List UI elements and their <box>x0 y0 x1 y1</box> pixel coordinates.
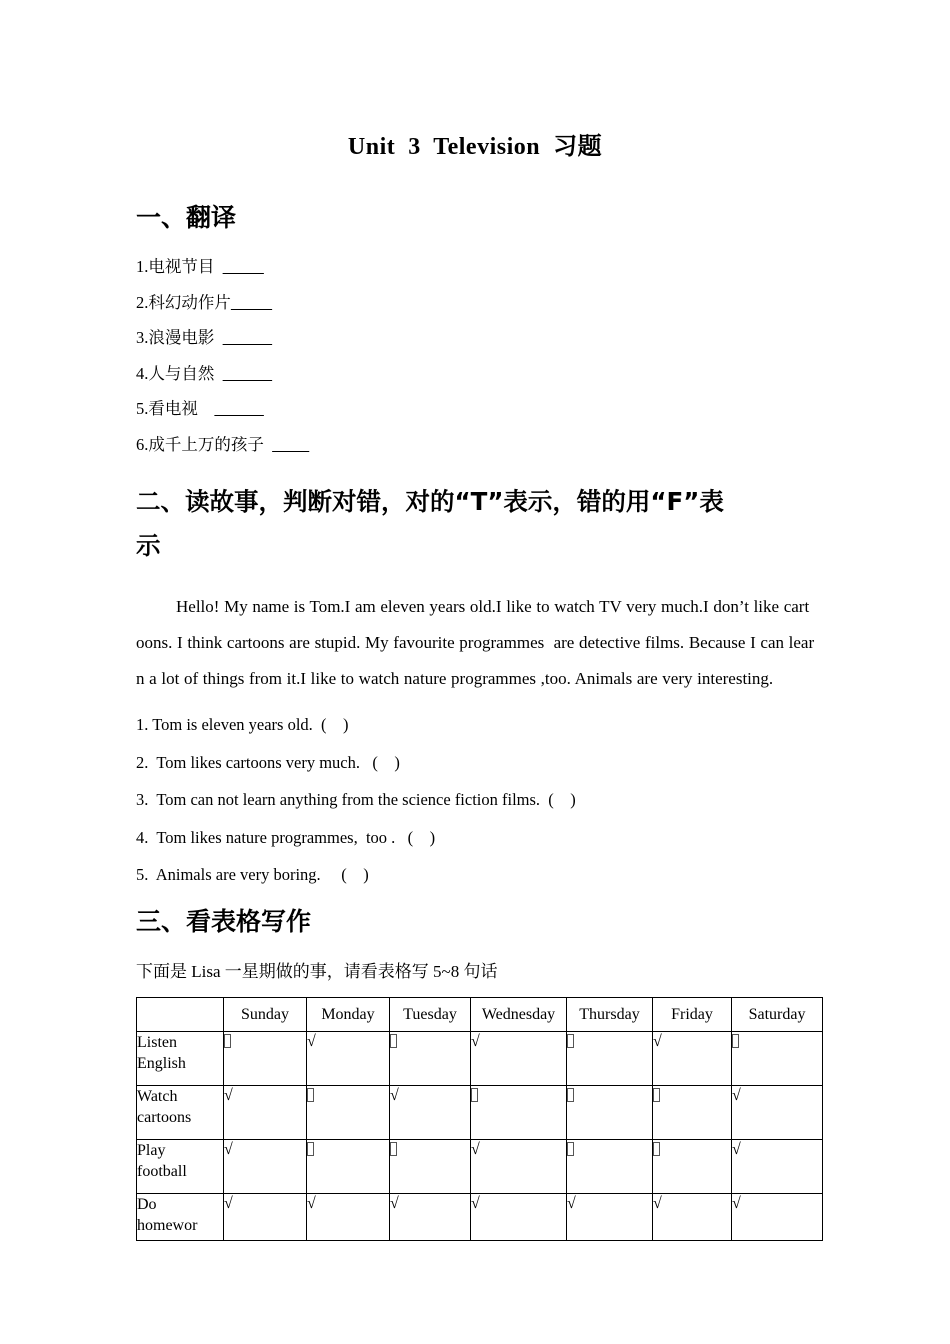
cell-listen-english-friday[interactable] <box>653 1032 732 1086</box>
page-title: Unit 3 Television 习题 <box>347 134 603 160</box>
answer-blank[interactable] <box>231 293 272 312</box>
table-row <box>137 1086 823 1140</box>
check-icon: √ <box>390 1087 399 1105</box>
missing-glyph-box-icon <box>567 1142 574 1156</box>
row-label-line-2: English <box>137 1055 186 1073</box>
check-icon: √ <box>653 1033 662 1051</box>
list-item[interactable]: 1. Tom is eleven years old. ( ) <box>136 715 349 735</box>
cell-play-football-sunday[interactable] <box>224 1140 307 1194</box>
missing-glyph-box-icon <box>567 1034 574 1048</box>
section-2-heading-line-1: 二、读故事，判断对错，对的“T”表示，错的用“F”表 <box>136 487 724 517</box>
story-line: Hello! My name is Tom.I am eleven years old.I like to watch TV very much.I don’t like cart <box>176 597 810 617</box>
check-icon: √ <box>732 1195 741 1213</box>
cell-listen-english-tuesday[interactable] <box>390 1032 471 1086</box>
cell-play-football-wednesday[interactable] <box>471 1140 567 1194</box>
check-icon: √ <box>471 1195 480 1213</box>
item-text: 成千上万的孩子 <box>148 434 264 454</box>
cell-watch-cartoons-tuesday[interactable] <box>390 1086 471 1140</box>
check-icon: √ <box>390 1195 399 1213</box>
check-icon: √ <box>224 1087 233 1105</box>
section-2-heading <box>136 453 826 567</box>
list-item[interactable]: 3. Tom can not learn anything from the science fiction films. ( ) <box>136 790 576 810</box>
column-header-sunday: Sunday <box>224 998 307 1032</box>
row-label-line-2: homewor <box>137 1217 198 1235</box>
answer-blank[interactable] <box>214 399 264 418</box>
section-2-heading-line-2: 示 <box>136 530 161 560</box>
list-item[interactable]: 5. Animals are very boring. ( ) <box>136 865 369 885</box>
cell-play-football-saturday[interactable] <box>732 1140 823 1194</box>
cell-do-homework-monday[interactable] <box>307 1194 390 1241</box>
writing-instruction: 下面是 Lisa 一星期做的事，请看表格写 5~8 句话 <box>136 962 498 982</box>
check-icon: √ <box>471 1141 480 1159</box>
cell-play-football-thursday[interactable] <box>567 1140 653 1194</box>
missing-glyph-box-icon <box>307 1088 314 1102</box>
missing-glyph-box-icon <box>567 1088 574 1102</box>
true-false-statements <box>136 697 814 884</box>
check-icon: √ <box>307 1033 316 1051</box>
missing-glyph-box-icon <box>307 1142 314 1156</box>
list-item <box>136 418 814 454</box>
list-item <box>136 382 814 418</box>
column-header-friday: Friday <box>653 998 732 1032</box>
column-header-tuesday: Tuesday <box>390 998 471 1032</box>
column-header-thursday: Thursday <box>567 998 653 1032</box>
row-label-line-2: football <box>137 1163 187 1181</box>
missing-glyph-box-icon <box>390 1034 397 1048</box>
row-label-line-1: Watch <box>137 1088 178 1106</box>
cell-play-football-monday[interactable] <box>307 1140 390 1194</box>
check-icon: √ <box>471 1033 480 1051</box>
cell-watch-cartoons-sunday[interactable] <box>224 1086 307 1140</box>
item-number: 4. <box>136 363 149 383</box>
item-number: 1. <box>136 257 149 277</box>
list-item[interactable]: 2. Tom likes cartoons very much. ( ) <box>136 752 400 772</box>
check-icon: √ <box>224 1195 233 1213</box>
cell-listen-english-sunday[interactable] <box>224 1032 307 1086</box>
table-header <box>137 998 823 1032</box>
translation-list <box>136 233 814 453</box>
row-label-line-1: Listen <box>137 1034 177 1052</box>
cell-do-homework-tuesday[interactable] <box>390 1194 471 1241</box>
story-line: oons. I think cartoons are stupid. My favourite programmes are detective films. Because I can lear <box>136 633 815 653</box>
column-header-saturday: Saturday <box>732 998 823 1032</box>
cell-watch-cartoons-monday[interactable] <box>307 1086 390 1140</box>
item-text: 看电视 <box>148 399 198 419</box>
cell-watch-cartoons-friday[interactable] <box>653 1086 732 1140</box>
cell-play-football-tuesday[interactable] <box>390 1140 471 1194</box>
weekly-activity-table <box>136 997 823 1241</box>
cell-listen-english-saturday[interactable] <box>732 1032 823 1086</box>
list-item <box>136 347 814 383</box>
row-label-line-2: cartoons <box>137 1109 192 1127</box>
table-row <box>137 1140 823 1194</box>
column-header-wednesday: Wednesday <box>471 998 567 1032</box>
check-icon: √ <box>567 1195 576 1213</box>
table-corner-cell <box>137 998 224 1032</box>
row-label-listen-english <box>137 1032 224 1086</box>
answer-blank[interactable] <box>272 435 309 454</box>
list-item[interactable]: 4. Tom likes nature programmes, too . ( ) <box>136 827 436 847</box>
check-icon: √ <box>732 1087 741 1105</box>
story-paragraph <box>136 567 815 697</box>
cell-watch-cartoons-wednesday[interactable] <box>471 1086 567 1140</box>
item-number: 5. <box>136 399 149 419</box>
list-item <box>136 311 814 347</box>
row-label-do-homework <box>137 1194 224 1241</box>
table-row <box>137 1194 823 1241</box>
missing-glyph-box-icon <box>471 1088 478 1102</box>
column-header-monday: Monday <box>307 998 390 1032</box>
cell-watch-cartoons-saturday[interactable] <box>732 1086 823 1140</box>
table-body <box>137 1032 823 1241</box>
missing-glyph-box-icon <box>732 1034 739 1048</box>
check-icon: √ <box>307 1195 316 1213</box>
table-header-row <box>137 998 823 1032</box>
section-1-heading: 一、翻译 <box>136 203 237 232</box>
missing-glyph-box-icon <box>653 1088 660 1102</box>
check-icon: √ <box>732 1141 741 1159</box>
list-item <box>136 233 814 276</box>
item-text: 科幻动作片 <box>148 292 231 312</box>
row-label-play-football <box>137 1140 224 1194</box>
row-label-line-1: Do <box>137 1196 157 1214</box>
item-text: 人与自然 <box>148 363 215 383</box>
check-icon: √ <box>653 1195 662 1213</box>
cell-listen-english-monday[interactable] <box>307 1032 390 1086</box>
cell-watch-cartoons-thursday[interactable] <box>567 1086 653 1140</box>
cell-listen-english-thursday[interactable] <box>567 1032 653 1086</box>
cell-do-homework-friday[interactable] <box>653 1194 732 1241</box>
item-text: 电视节目 <box>148 257 215 277</box>
item-gap <box>198 399 215 418</box>
item-number: 3. <box>136 328 149 348</box>
list-item <box>136 276 814 312</box>
item-number: 6. <box>136 434 149 454</box>
document-content <box>136 0 814 1241</box>
missing-glyph-box-icon <box>224 1034 231 1048</box>
answer-blank[interactable] <box>223 364 273 383</box>
cell-do-homework-sunday[interactable] <box>224 1194 307 1241</box>
item-gap <box>264 435 272 454</box>
missing-glyph-box-icon <box>653 1142 660 1156</box>
item-gap <box>214 328 222 347</box>
cell-do-homework-wednesday[interactable] <box>471 1194 567 1241</box>
item-text: 浪漫电影 <box>148 328 215 348</box>
table-row <box>137 1032 823 1086</box>
cell-listen-english-wednesday[interactable] <box>471 1032 567 1086</box>
cell-do-homework-thursday[interactable] <box>567 1194 653 1241</box>
answer-blank[interactable] <box>223 257 264 276</box>
item-gap <box>214 257 222 276</box>
cell-play-football-friday[interactable] <box>653 1140 732 1194</box>
item-number: 2. <box>136 292 149 312</box>
missing-glyph-box-icon <box>390 1142 397 1156</box>
section-3-heading: 三、看表格写作 <box>136 906 312 936</box>
check-icon: √ <box>224 1141 233 1159</box>
item-gap <box>214 364 222 383</box>
cell-do-homework-saturday[interactable] <box>732 1194 823 1241</box>
row-label-watch-cartoons <box>137 1086 224 1140</box>
answer-blank[interactable] <box>223 328 273 347</box>
story-line: n a lot of things from it.I like to watch nature programmes ,too. Animals are very interesting. <box>136 669 774 689</box>
row-label-line-1: Play <box>137 1142 166 1160</box>
